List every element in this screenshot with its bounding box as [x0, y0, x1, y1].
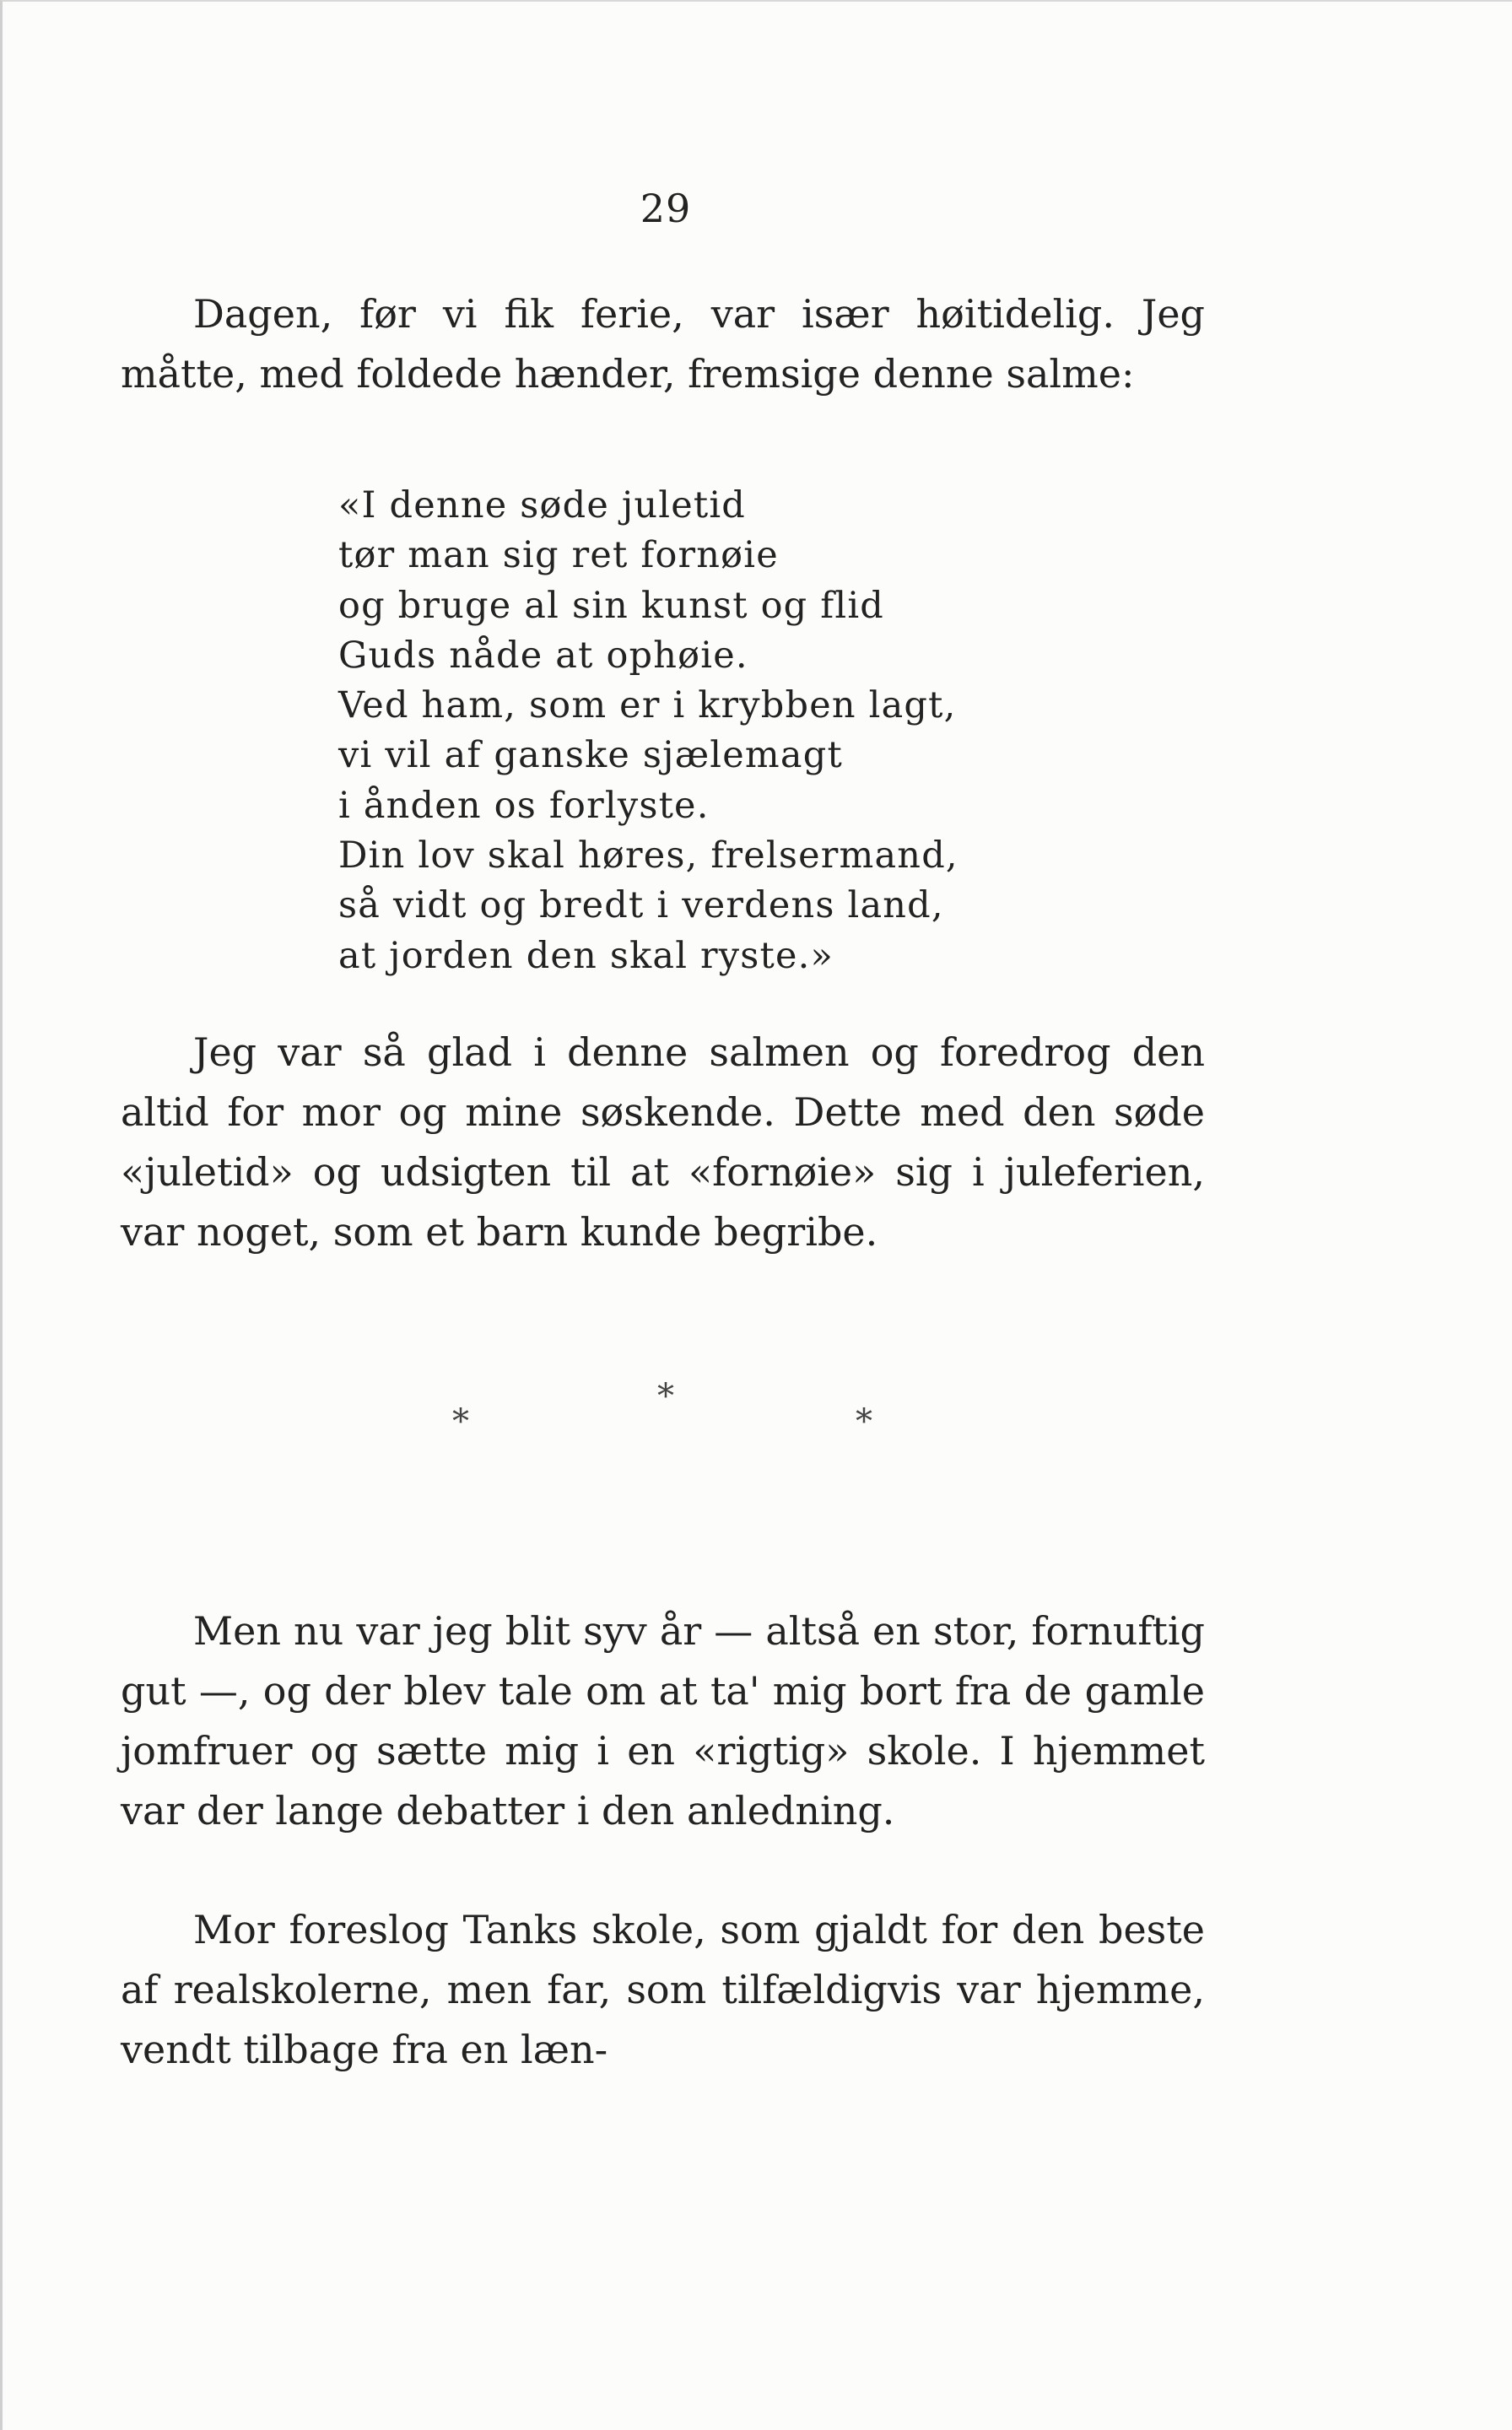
verse-line: Din lov skal høres, frelsermand,: [338, 834, 958, 878]
paragraph-text: Jeg var så glad i denne salmen og foredrog den altid for mor og mine søskende. Dette med den søde «juletid» og udsigten til at «fornøie» sig i juleferien, var noget, som et barn kunde begribe.: [121, 1029, 1205, 1255]
verse-line: «I denne søde juletid: [338, 484, 747, 526]
paragraph-hymn-comment: [121, 1023, 1205, 1262]
verse-line: at jorden den skal ryste.»: [338, 934, 834, 977]
verse-line: så vidt og bredt i verdens land,: [338, 884, 944, 927]
paragraph-intro: [121, 284, 1205, 404]
paragraph-text: Mor foreslog Tanks skole, som gjaldt for den beste af realskolerne, men far, som tilfældigvis var hjemme, vendt tilbage fra en læn-: [121, 1907, 1205, 2072]
asterisk-ornament: *: [452, 1402, 469, 1441]
asterisk-ornament: *: [856, 1402, 872, 1441]
hymn-verse: [338, 481, 1182, 981]
paragraph-school: [121, 1601, 1205, 1841]
paragraph-mother-suggestion: [121, 1900, 1205, 2080]
page-number: 29: [640, 186, 692, 231]
verse-line: vi vil af ganske sjælemagt: [338, 734, 843, 777]
paragraph-text: Dagen, før vi fik ferie, var især høitidelig. Jeg måtte, med foldede hænder, fremsige denne salme:: [121, 291, 1205, 397]
verse-line: i ånden os forlyste.: [338, 784, 710, 827]
verse-line: og bruge al sin kunst og flid: [338, 584, 885, 627]
verse-line: Guds nåde at ophøie.: [338, 634, 748, 677]
verse-line: tør man sig ret fornøie: [338, 534, 779, 577]
paragraph-text: Men nu var jeg blit syv år — altså en stor, fornuftig gut —, og der blev tale om at ta' mig bort fra de gamle jomfruer og sætte mig i en «rigtig» skole. I hjemmet var der lange debatter i den anledning.: [121, 1608, 1205, 1833]
section-break: [3, 1377, 1512, 1453]
asterisk-ornament: *: [657, 1377, 674, 1416]
verse-line: Ved ham, som er i krybben lagt,: [338, 684, 957, 727]
